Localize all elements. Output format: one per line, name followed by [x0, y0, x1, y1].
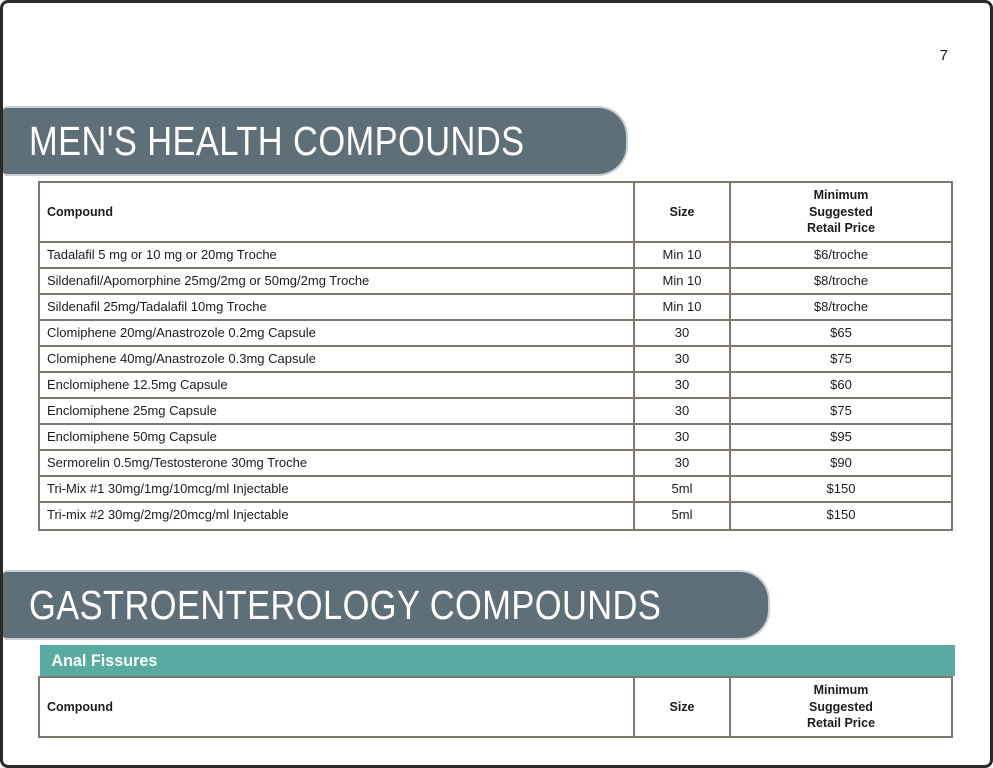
size-cell: 30 [635, 451, 731, 475]
compound-cell: Tri-Mix #1 30mg/1mg/10mcg/ml Injectable [40, 477, 635, 501]
size-cell: 5ml [635, 477, 731, 501]
compound-cell: Sermorelin 0.5mg/Testosterone 30mg Troche [40, 451, 635, 475]
price-header-line-2: Suggested [809, 204, 873, 219]
compound-cell: Clomiphene 20mg/Anastrozole 0.2mg Capsule [40, 321, 635, 345]
compound-cell: Tadalafil 5 mg or 10 mg or 20mg Troche [40, 243, 635, 267]
price-header-line-3: Retail Price [806, 716, 876, 731]
size-cell: Min 10 [635, 269, 731, 293]
table-row [40, 425, 951, 451]
table-header-row [40, 678, 951, 736]
mens-health-banner-title: MEN'S HEALTH COMPOUNDS [29, 118, 525, 164]
size-column-header: Size [635, 678, 731, 736]
price-cell: $6/troche [813, 247, 869, 262]
price-cell: $90 [830, 455, 852, 470]
compound-cell: Tri-mix #2 30mg/2mg/20mcg/ml Injectable [40, 503, 635, 529]
price-cell: $65 [830, 325, 852, 340]
price-header-line-3: Retail Price [806, 221, 876, 236]
price-cell: $75 [830, 403, 852, 418]
gastroenterology-banner [3, 570, 770, 640]
mens-health-banner [3, 106, 628, 176]
compound-cell: Clomiphene 40mg/Anastrozole 0.3mg Capsule [40, 347, 635, 371]
table-row [40, 269, 951, 295]
anal-fissures-subsection-bar [40, 645, 955, 676]
compound-cell: Sildenafil/Apomorphine 25mg/2mg or 50mg/2mg Troche [40, 269, 635, 293]
price-header-line-2: Suggested [809, 699, 873, 714]
compound-column-header: Compound [40, 678, 635, 736]
table-header-row [40, 183, 951, 243]
gastroenterology-banner-title: GASTROENTEROLOGY COMPOUNDS [29, 582, 662, 628]
price-header-line-1: Minimum [813, 188, 869, 203]
table-row [40, 451, 951, 477]
price-cell: $8/troche [813, 299, 869, 314]
size-cell: 30 [635, 373, 731, 397]
compound-cell: Enclomiphene 12.5mg Capsule [40, 373, 635, 397]
compound-cell: Sildenafil 25mg/Tadalafil 10mg Troche [40, 295, 635, 319]
price-header-line-1: Minimum [813, 683, 869, 698]
compound-cell: Enclomiphene 25mg Capsule [40, 399, 635, 423]
size-cell: 30 [635, 347, 731, 371]
size-cell: 30 [635, 399, 731, 423]
price-column-header [731, 678, 951, 736]
size-cell: Min 10 [635, 243, 731, 267]
price-cell: $150 [826, 507, 856, 522]
size-cell: Min 10 [635, 295, 731, 319]
price-cell: $95 [830, 429, 852, 444]
price-cell: $75 [830, 351, 852, 366]
table-row [40, 243, 951, 269]
page-number: 7 [939, 47, 948, 64]
table-row [40, 477, 951, 503]
size-cell: 30 [635, 321, 731, 345]
price-cell: $8/troche [813, 273, 869, 288]
anal-fissures-subsection-title: Anal Fissures [51, 651, 158, 670]
compound-cell: Enclomiphene 50mg Capsule [40, 425, 635, 449]
size-cell: 5ml [635, 503, 731, 529]
price-cell: $60 [830, 377, 852, 392]
size-cell: 30 [635, 425, 731, 449]
size-column-header: Size [635, 183, 731, 241]
price-cell: $150 [826, 481, 856, 496]
table-row [40, 399, 951, 425]
mens-health-table [38, 181, 953, 531]
table-row [40, 295, 951, 321]
table-row [40, 321, 951, 347]
gastroenterology-table [38, 676, 953, 738]
mens-health-table-body [40, 243, 951, 529]
table-row [40, 347, 951, 373]
price-column-header [731, 183, 951, 241]
compound-column-header: Compound [40, 183, 635, 241]
table-row [40, 503, 951, 529]
table-row [40, 373, 951, 399]
